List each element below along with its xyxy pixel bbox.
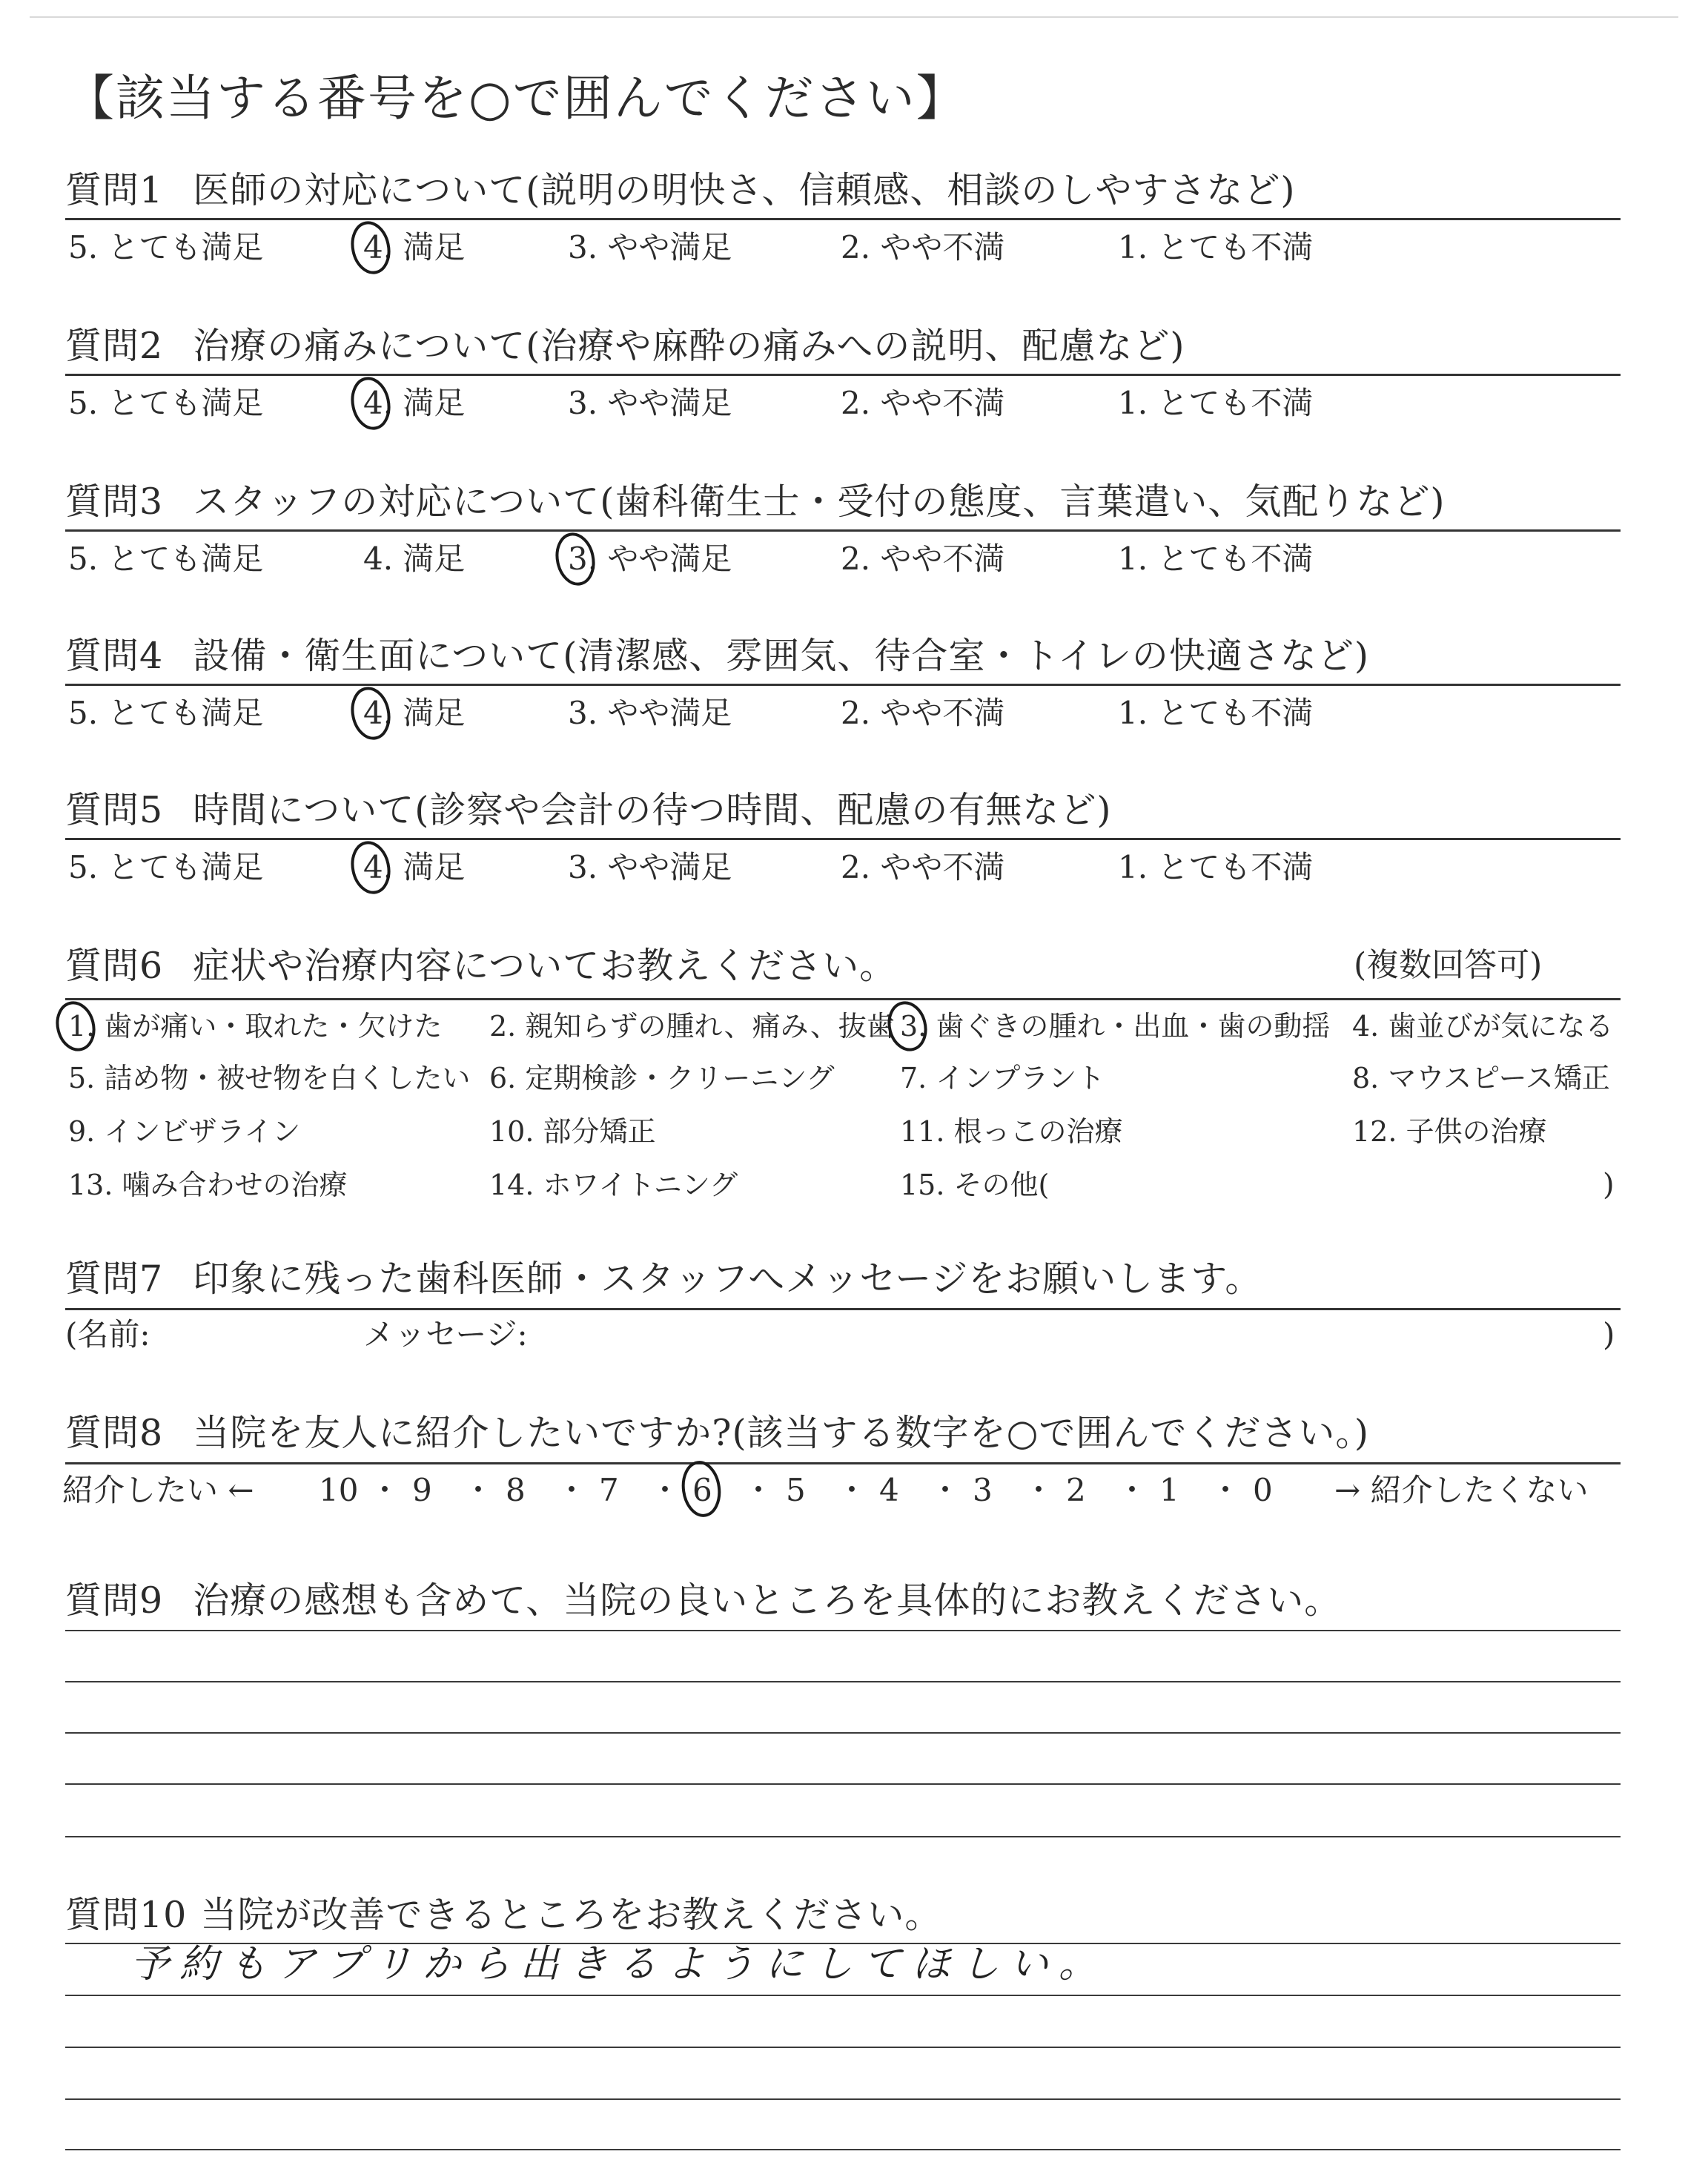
- recommend-scale-value[interactable]: 5: [786, 1472, 806, 1508]
- question-4-rule: [65, 684, 1621, 686]
- recommend-scale-value[interactable]: 10: [319, 1472, 359, 1508]
- question-10-label: 質問10: [65, 1894, 188, 1936]
- question-6-text: 症状や治療内容についてお教えください。: [193, 945, 897, 987]
- top-border: [30, 16, 1678, 18]
- question-6-rule: [65, 998, 1621, 1000]
- handwritten-answer: 予約もアプリから出きるようにしてほしい。: [130, 1942, 1108, 1986]
- name-field-label: (名前:: [65, 1316, 150, 1353]
- rating-option[interactable]: 3. やや満足: [568, 541, 732, 577]
- recommend-scale-value[interactable]: 2: [1066, 1472, 1086, 1508]
- question-4: [65, 630, 1629, 682]
- answer-line: [65, 1783, 1621, 1785]
- question-1-heading: [65, 165, 1629, 217]
- recommend-scale-value[interactable]: 1: [1159, 1472, 1179, 1508]
- question-8-heading: [65, 1407, 1629, 1459]
- rating-option[interactable]: 3. やや満足: [568, 385, 732, 421]
- answer-line: [65, 1836, 1621, 1837]
- rating-option[interactable]: 1. とても不満: [1118, 229, 1314, 265]
- question-3-label: 質問3: [65, 480, 164, 523]
- rating-option[interactable]: 4. 満足: [363, 229, 466, 265]
- question-1-rule: [65, 218, 1621, 220]
- recommend-left-label: 紹介したい ←: [62, 1472, 254, 1508]
- question-3-heading: [65, 476, 1629, 528]
- answer-line: [65, 2047, 1621, 2048]
- rating-option[interactable]: 2. やや不満: [841, 695, 1005, 731]
- question-2: [65, 320, 1629, 372]
- recommend-scale-value[interactable]: 9: [412, 1472, 432, 1508]
- scale-separator: ・: [930, 1472, 961, 1508]
- form-title: 【該当する番号を○で囲んでください】: [65, 70, 967, 127]
- symptom-option[interactable]: 12. 子供の治療: [1352, 1115, 1547, 1148]
- rating-option[interactable]: 1. とても不満: [1118, 849, 1314, 885]
- rating-option[interactable]: 3. やや満足: [568, 849, 732, 885]
- question-8: [65, 1407, 1629, 1459]
- question-6-close-paren: ): [1603, 1168, 1615, 1202]
- question-5-rule: [65, 838, 1621, 840]
- recommend-scale-value[interactable]: 6: [692, 1472, 712, 1508]
- rating-option[interactable]: 5. とても満足: [68, 849, 264, 885]
- rating-option[interactable]: 4. 満足: [363, 849, 466, 885]
- rating-option[interactable]: 2. やや不満: [841, 849, 1005, 885]
- symptom-option[interactable]: 1. 歯が痛い・取れた・欠けた: [68, 1010, 443, 1043]
- rating-option[interactable]: 1. とても不満: [1118, 695, 1314, 731]
- symptom-option[interactable]: 11. 根っこの治療: [900, 1115, 1123, 1148]
- question-7-text: 印象に残った歯科医師・スタッフへメッセージをお願いします。: [193, 1258, 1262, 1300]
- answer-line: [65, 1681, 1621, 1682]
- rating-option[interactable]: 3. やや満足: [568, 695, 732, 731]
- recommend-scale-value[interactable]: 0: [1253, 1472, 1273, 1508]
- recommend-scale-value[interactable]: 3: [973, 1472, 993, 1508]
- question-1: [65, 165, 1629, 217]
- question-1-label: 質問1: [65, 169, 164, 211]
- question-1-text: 医師の対応について(説明の明快さ、信頼感、相談のしやすさなど): [193, 169, 1296, 211]
- scale-separator: ・: [463, 1472, 494, 1508]
- question-9-heading: [65, 1575, 1629, 1627]
- question-7-close-paren: ): [1603, 1316, 1615, 1353]
- recommend-scale-value[interactable]: 7: [599, 1472, 619, 1508]
- rating-option[interactable]: 5. とても満足: [68, 695, 264, 731]
- question-4-label: 質問4: [65, 635, 164, 677]
- rating-option[interactable]: 4. 満足: [363, 695, 466, 731]
- question-4-text: 設備・衛生面について(清潔感、雰囲気、待合室・トイレの快適さなど): [193, 635, 1369, 677]
- symptom-option[interactable]: 6. 定期検診・クリーニング: [489, 1062, 835, 1094]
- answer-line: [65, 1995, 1621, 1996]
- question-3: [65, 476, 1629, 528]
- question-10-heading: [65, 1889, 1629, 1941]
- scale-separator: ・: [369, 1472, 401, 1508]
- question-9: [65, 1575, 1629, 1627]
- answer-line: [65, 2098, 1621, 2100]
- scale-separator: ・: [836, 1472, 868, 1508]
- message-field-label: メッセージ:: [363, 1316, 528, 1353]
- answer-line: [65, 1630, 1621, 1631]
- rating-option[interactable]: 4. 満足: [363, 541, 466, 577]
- question-9-label: 質問9: [65, 1579, 164, 1622]
- question-7-heading: [65, 1253, 1629, 1305]
- question-3-rule: [65, 529, 1621, 532]
- rating-option[interactable]: 5. とても満足: [68, 385, 264, 421]
- rating-option[interactable]: 1. とても不満: [1118, 385, 1314, 421]
- question-5: [65, 785, 1629, 836]
- question-2-text: 治療の痛みについて(治療や麻酔の痛みへの説明、配慮など): [193, 325, 1185, 367]
- symptom-option[interactable]: 7. インプラント: [900, 1062, 1105, 1094]
- question-10: [65, 1889, 1629, 1941]
- rating-option[interactable]: 3. やや満足: [568, 229, 732, 265]
- rating-option[interactable]: 1. とても不満: [1118, 541, 1314, 577]
- rating-option[interactable]: 5. とても満足: [68, 229, 264, 265]
- scale-separator: ・: [649, 1472, 681, 1508]
- question-2-label: 質問2: [65, 325, 164, 367]
- answer-line: [65, 2149, 1621, 2150]
- symptom-option[interactable]: 14. ホワイトニング: [489, 1169, 738, 1201]
- question-2-heading: [65, 320, 1629, 372]
- recommend-scale-value[interactable]: 4: [879, 1472, 899, 1508]
- question-5-heading: [65, 785, 1629, 836]
- recommend-scale-value[interactable]: 8: [506, 1472, 526, 1508]
- answer-line: [65, 1732, 1621, 1734]
- question-7: [65, 1253, 1629, 1305]
- symptom-option[interactable]: 8. マウスピース矯正: [1352, 1062, 1610, 1094]
- symptom-option[interactable]: 5. 詰め物・被せ物を白くしたい: [68, 1062, 471, 1094]
- question-7-rule: [65, 1308, 1621, 1310]
- scale-separator: ・: [743, 1472, 775, 1508]
- question-4-heading: [65, 630, 1629, 682]
- question-3-text: スタッフの対応について(歯科衛生士・受付の態度、言葉遣い、気配りなど): [193, 480, 1446, 523]
- scale-separator: ・: [556, 1472, 588, 1508]
- question-5-text: 時間について(診察や会計の待つ時間、配慮の有無など): [193, 789, 1112, 831]
- question-8-rule: [65, 1462, 1621, 1464]
- question-9-text: 治療の感想も含めて、当院の良いところを具体的にお教えください。: [193, 1579, 1342, 1622]
- scale-separator: ・: [1023, 1472, 1055, 1508]
- question-8-text: 当院を友人に紹介したいですか?(該当する数字を○で囲んでください。): [193, 1412, 1369, 1454]
- rating-option[interactable]: 2. やや不満: [841, 541, 1005, 577]
- symptom-option[interactable]: 3. 歯ぐきの腫れ・出血・歯の動揺: [900, 1010, 1331, 1043]
- symptom-option[interactable]: 13. 噛み合わせの治療: [68, 1169, 348, 1201]
- rating-option[interactable]: 4. 満足: [363, 385, 466, 421]
- symptom-option[interactable]: 2. 親知らずの腫れ、痛み、抜歯: [489, 1010, 895, 1043]
- question-6-label: 質問6: [65, 945, 164, 987]
- recommend-right-label: → 紹介したくない: [1334, 1472, 1589, 1508]
- question-7-label: 質問7: [65, 1258, 164, 1300]
- rating-option[interactable]: 2. やや不満: [841, 385, 1005, 421]
- rating-option[interactable]: 2. やや不満: [841, 229, 1005, 265]
- question-2-rule: [65, 374, 1621, 376]
- question-6-note: (複数回答可): [1354, 946, 1543, 984]
- scale-separator: ・: [1116, 1472, 1148, 1508]
- symptom-option[interactable]: 15. その他(: [900, 1169, 1050, 1201]
- question-10-text: 当院が改善できるところをお教えください。: [200, 1894, 942, 1936]
- symptom-option[interactable]: 4. 歯並びが気になる: [1352, 1010, 1614, 1043]
- rating-option[interactable]: 5. とても満足: [68, 541, 264, 577]
- scale-separator: ・: [1210, 1472, 1242, 1508]
- symptom-option[interactable]: 9. インビザライン: [68, 1115, 301, 1148]
- question-5-label: 質問5: [65, 789, 164, 831]
- symptom-option[interactable]: 10. 部分矯正: [489, 1115, 656, 1148]
- question-8-label: 質問8: [65, 1412, 164, 1454]
